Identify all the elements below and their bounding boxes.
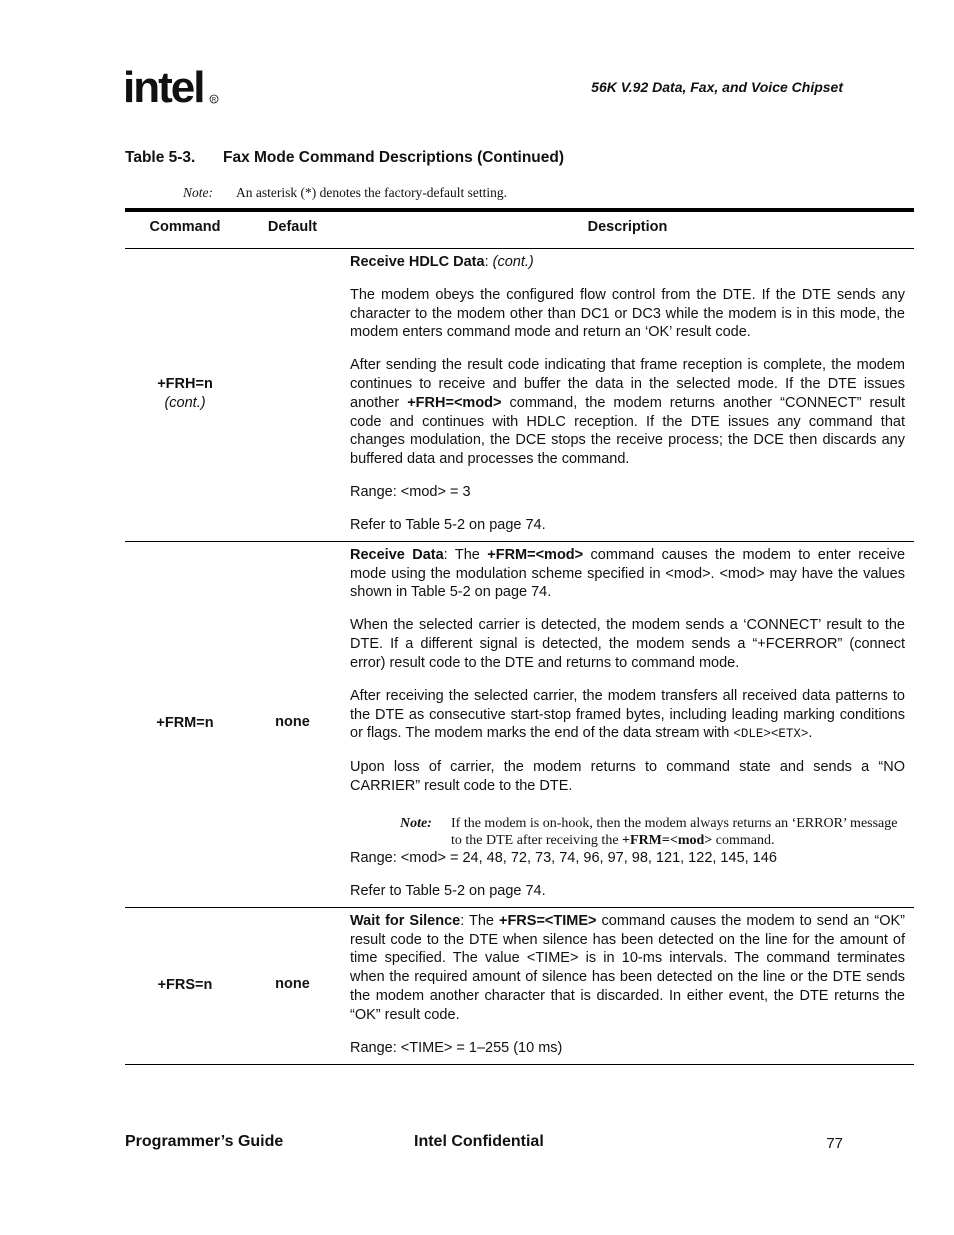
document-title: 56K V.92 Data, Fax, and Voice Chipset xyxy=(591,79,843,95)
refer-text: Refer to Table 5-2 on page 74. xyxy=(350,883,546,899)
row-divider xyxy=(125,541,914,542)
intel-logo-text: intel xyxy=(123,63,204,112)
header-divider xyxy=(125,248,914,249)
range-text: Range: <TIME> = 1–255 (10 ms) xyxy=(350,1039,563,1056)
column-header-description: Description xyxy=(587,219,668,235)
description-paragraph: After sending the result code indicating that frame reception is complete, the modem continues to receive and buffer the data in the selected mode. If the DTE issues another +FRH=<mod> command, the modem returns another “CONNECT” result code and continues with HDLC reception. If the DTE issues any command that changes modulation, the DCE stops the receive process; the DCE then discards any buffered data and processes the command. xyxy=(350,357,905,467)
default-frm: none xyxy=(275,714,310,730)
note-text: If the modem is on-hook, then the modem always returns an ‘ERROR’ message to the DTE after receiving the +FRM=<mod> command. xyxy=(451,816,898,848)
table-title: Fax Mode Command Descriptions (Continued) xyxy=(223,149,565,166)
table-link[interactable]: Table 5-2 on page 74 xyxy=(405,883,542,899)
svg-text:R: R xyxy=(211,97,217,104)
command-ref: +FRH=<mod> xyxy=(407,394,502,411)
command-frs: +FRS=n xyxy=(157,977,213,993)
intel-logo xyxy=(122,58,222,120)
description-title: Receive Data xyxy=(350,547,444,563)
table-caption xyxy=(125,149,564,167)
table-link[interactable]: Table 5-2 on page 74 xyxy=(405,516,542,533)
footer-guide-name: Programmer’s Guide xyxy=(125,1133,284,1150)
description-paragraph: Upon loss of carrier, the modem returns to command state and sends a “NO CARRIER” result code to the DTE. xyxy=(350,759,905,794)
column-header-command: Command xyxy=(149,219,221,235)
frm-range-block xyxy=(350,849,905,901)
description-title: Receive HDLC Data xyxy=(350,254,485,270)
command-cont-label: (cont.) xyxy=(164,395,206,411)
description-paragraph: The modem obeys the configured flow control from the DTE. If the DTE sends any character to the modem other than DC1 or DC3 while the modem is in this mode, the modem enters command mode and return an ‘OK’ result code. xyxy=(350,287,905,341)
range-text: Range: <mod> = 24, 48, 72, 73, 74, 96, 97, 98, 121, 122, 145, 146 xyxy=(350,850,777,866)
table-note xyxy=(183,185,507,201)
description-paragraph: When the selected carrier is detected, the modem sends a ‘CONNECT’ result to the DTE. If a different signal is detected, the modem sends a “+FCERROR” (connect error) result code to the DTE and returns to command mode. xyxy=(350,617,905,671)
command-ref: +FRM=<mod> xyxy=(487,547,584,563)
table-link[interactable]: Table 5-2 on page 74 xyxy=(411,584,548,601)
table-number: Table 5-3. xyxy=(125,149,196,166)
column-header-default: Default xyxy=(267,219,318,235)
frm-note xyxy=(400,815,905,849)
description-title: Wait for Silence xyxy=(350,913,461,929)
range-text: Range: <mod> = 3 xyxy=(350,483,471,500)
page-number: 77 xyxy=(826,1135,843,1152)
table-bottom-rule xyxy=(125,1064,914,1065)
description-frh: Receive HDLC Data: (cont.) The modem obeys the configured flow control from the DTE. If the DTE sends any character to the modem other than DC1 or DC3 while the modem is in this mode, the modem enters command mode and return an ‘OK’ result code. After sending the result code indicating that frame reception is complete, the modem continues to receive and buffer the data in the selected mode. If the DTE issues another +FRH=<mod> command, the modem returns another “CONNECT” result code and continues with HDLC reception. If the DTE issues any command that changes modulation, the DCE stops the receive process; the DCE then discards any buffered data and processes the command. Range: <mod> = 3 Refer to Table 5-2 on page 74. xyxy=(350,254,905,533)
command-name: +FRH=n xyxy=(157,376,213,392)
code-sequence: <DLE><ETX> xyxy=(733,727,809,742)
description-paragraph: After receiving the selected carrier, the modem transfers all received data patterns to the DTE as consecutive start-stop framed bytes, including leading marking conditions or flags. The modem marks the end of the data stream with <DLE><ETX>. xyxy=(350,687,905,742)
table-top-rule xyxy=(125,208,914,212)
description-frs xyxy=(350,912,905,1057)
command-frh xyxy=(125,375,245,413)
default-frs: none xyxy=(275,976,310,992)
refer-text: Refer to Table 5-2 on page 74. xyxy=(350,516,546,533)
note-label: Note: xyxy=(400,816,432,831)
description-paragraph: Receive Data: The +FRM=<mod> command causes the modem to enter receive mode using the modulation scheme specified in <mod>. <mod> may have the values shown in Table 5-2 on page 74. xyxy=(350,547,906,601)
note-label: Note: xyxy=(183,185,213,200)
description-title-suffix: (cont.) xyxy=(492,254,534,270)
command-ref: +FRS=<TIME> xyxy=(498,913,597,929)
note-text: An asterisk (*) denotes the factory-default setting. xyxy=(236,185,508,200)
footer-confidential: Intel Confidential xyxy=(414,1133,544,1150)
command-ref: +FRM=<mod> xyxy=(622,833,713,848)
description-paragraph: Wait for Silence: The +FRS=<TIME> command causes the modem to send an “OK” result code to the DTE when silence has been detected on the line for the amount of time specified. The value <TIME> is in 10-ms intervals. The command terminates when the required amount of silence has been detected on the line or the DTE sends the modem another character that is discarded. In either event, the DTE returns the “OK” result code. xyxy=(350,913,905,1023)
row-divider xyxy=(125,907,914,908)
description-frm xyxy=(350,546,905,796)
command-frm: +FRM=n xyxy=(156,715,214,731)
